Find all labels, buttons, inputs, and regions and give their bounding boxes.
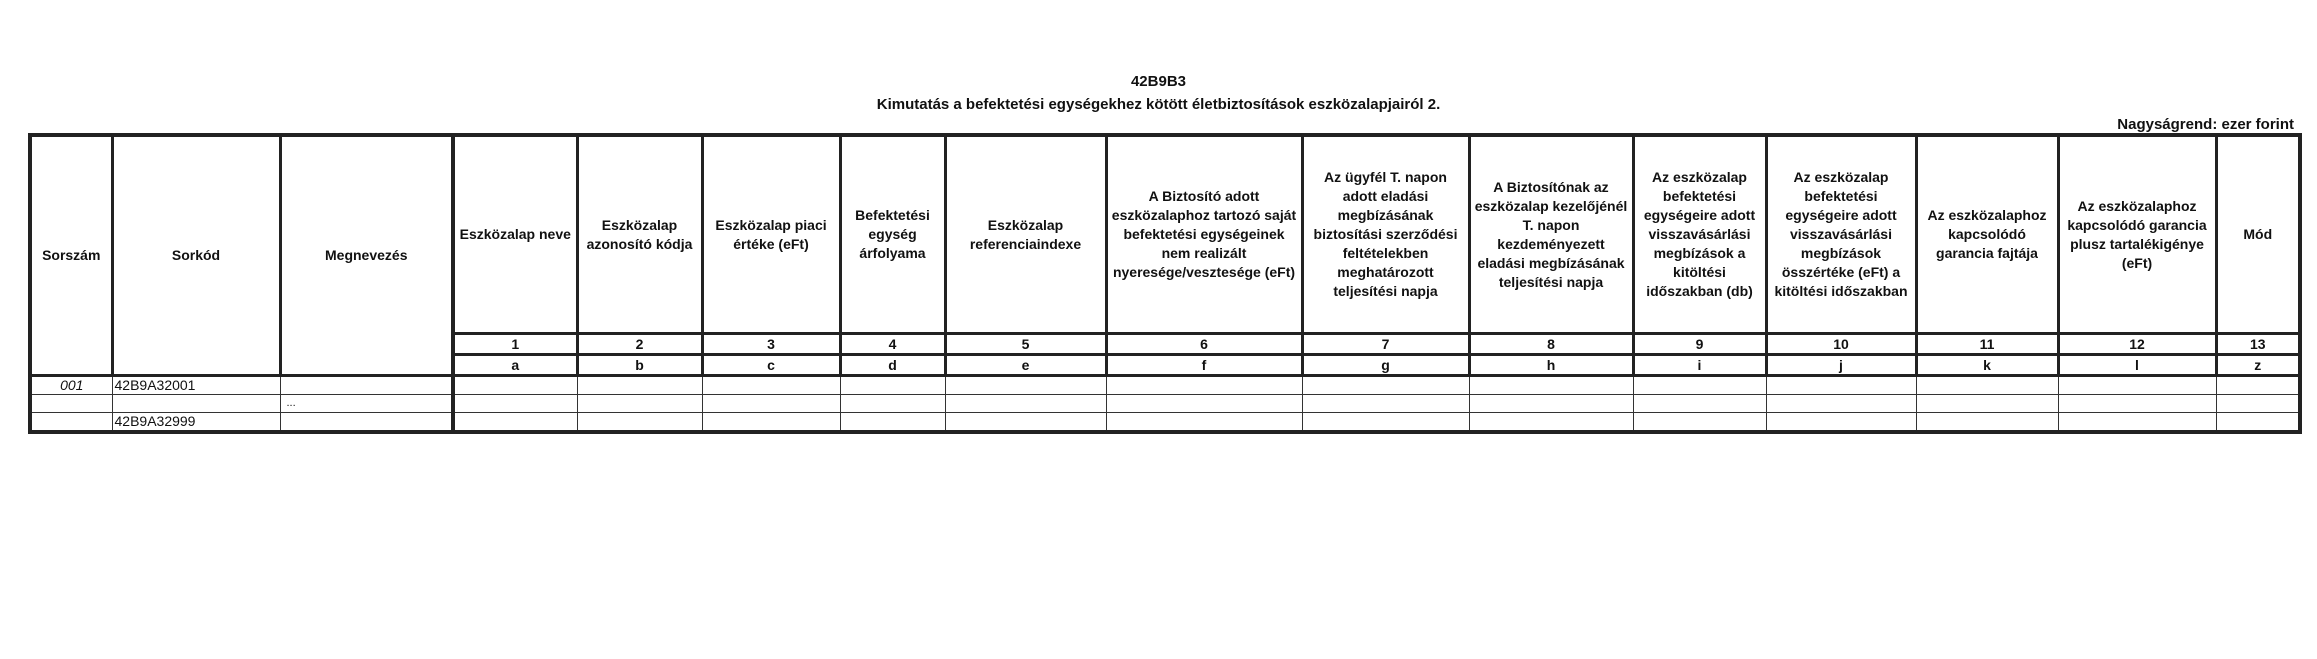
header-col-10: Az eszközalap befektetési egységeire adott visszavásárlási megbízások összértéke (eFt) a kitöltési időszakban (1766, 135, 1916, 334)
header-col-12: Az eszközalaphoz kapcsolódó garancia plusz tartalékigénye (eFt) (2058, 135, 2216, 334)
col-number: 11 (1916, 334, 2058, 355)
header-row (30, 135, 2300, 334)
row-sorkod: 42B9A32999 (112, 413, 280, 433)
header-sorkod: Sorkód (112, 135, 280, 376)
col-number: 2 (577, 334, 702, 355)
data-cell[interactable] (1916, 376, 2058, 395)
col-number: 10 (1766, 334, 1916, 355)
data-cell[interactable] (1106, 395, 1302, 413)
col-letter: b (577, 355, 702, 376)
data-cell[interactable] (1302, 376, 1469, 395)
header-col-11: Az eszközalaphoz kapcsolódó garancia fajtája (1916, 135, 2058, 334)
col-number: 12 (2058, 334, 2216, 355)
data-cell[interactable] (453, 376, 577, 395)
data-cell[interactable] (2058, 395, 2216, 413)
report-table (28, 133, 2302, 434)
data-cell[interactable] (702, 413, 840, 433)
data-cell[interactable] (2058, 376, 2216, 395)
data-cell[interactable] (577, 395, 702, 413)
data-cell[interactable] (1916, 395, 2058, 413)
header-col-9: Az eszközalap befektetési egységeire adott visszavásárlási megbízások a kitöltési időszakban (db) (1633, 135, 1766, 334)
col-letter: f (1106, 355, 1302, 376)
data-cell[interactable] (1633, 413, 1766, 433)
data-cell[interactable] (1766, 376, 1916, 395)
data-cell[interactable] (453, 395, 577, 413)
data-cell[interactable] (1766, 395, 1916, 413)
report-code: 42B9B3 (1130, 73, 1187, 90)
data-cell[interactable] (840, 376, 945, 395)
col-number: 8 (1469, 334, 1633, 355)
col-letter: h (1469, 355, 1633, 376)
row-sorkod: 42B9A32001 (112, 376, 280, 395)
data-cell[interactable] (577, 376, 702, 395)
header-col-8: A Biztosítónak az eszközalap kezelőjénél T. napon kezdeményezett eladási megbízásának teljesítési napja (1469, 135, 1633, 334)
col-letter: j (1766, 355, 1916, 376)
table-row (30, 413, 2300, 433)
data-cell[interactable] (1633, 376, 1766, 395)
data-cell[interactable] (1302, 395, 1469, 413)
col-letter: l (2058, 355, 2216, 376)
data-cell[interactable] (702, 376, 840, 395)
col-letter: k (1916, 355, 2058, 376)
row-megnevezes: ... (280, 395, 453, 413)
col-letter: g (1302, 355, 1469, 376)
data-cell[interactable] (1106, 376, 1302, 395)
row-megnevezes (280, 413, 453, 433)
data-cell[interactable] (577, 413, 702, 433)
data-cell[interactable] (945, 395, 1106, 413)
header-col-7: Az ügyfél T. napon adott eladási megbízásának biztosítási szerződési feltételekben meghatározott teljesítési napja (1302, 135, 1469, 334)
header-megnevezes: Megnevezés (280, 135, 453, 376)
data-cell[interactable] (453, 413, 577, 433)
col-number: 9 (1633, 334, 1766, 355)
header-col-4: Befektetési egység árfolyama (840, 135, 945, 334)
data-cell[interactable] (2216, 395, 2300, 413)
data-cell[interactable] (2216, 376, 2300, 395)
col-number: 6 (1106, 334, 1302, 355)
col-letter: d (840, 355, 945, 376)
report-title: Kimutatás a befektetési egységekhez kötött életbiztosítások eszközalapjairól 2. (876, 96, 1441, 113)
col-letter: e (945, 355, 1106, 376)
col-letter: c (702, 355, 840, 376)
col-number: 5 (945, 334, 1106, 355)
row-sorszam (30, 413, 112, 433)
data-cell[interactable] (840, 395, 945, 413)
row-sorkod (112, 395, 280, 413)
data-cell[interactable] (702, 395, 840, 413)
col-number: 1 (453, 334, 577, 355)
col-number: 3 (702, 334, 840, 355)
data-cell[interactable] (1469, 376, 1633, 395)
data-cell[interactable] (1469, 395, 1633, 413)
col-letter: a (453, 355, 577, 376)
data-cell[interactable] (1766, 413, 1916, 433)
col-letter: i (1633, 355, 1766, 376)
table-row (30, 395, 2300, 413)
data-cell[interactable] (1916, 413, 2058, 433)
col-number: 7 (1302, 334, 1469, 355)
data-cell[interactable] (945, 376, 1106, 395)
data-cell[interactable] (1302, 413, 1469, 433)
row-sorszam: 001 (30, 376, 112, 395)
col-number: 13 (2216, 334, 2300, 355)
data-cell[interactable] (1469, 413, 1633, 433)
data-cell[interactable] (945, 413, 1106, 433)
header-sorszam: Sorszám (30, 135, 112, 376)
data-cell[interactable] (1633, 395, 1766, 413)
data-cell[interactable] (2216, 413, 2300, 433)
unit-label: Nagyságrend: ezer forint (2117, 116, 2294, 133)
header-col-2: Eszközalap azonosító kódja (577, 135, 702, 334)
header-col-3: Eszközalap piaci értéke (eFt) (702, 135, 840, 334)
header-col-1: Eszközalap neve (453, 135, 577, 334)
data-cell[interactable] (840, 413, 945, 433)
header-col-6: A Biztosító adott eszközalaphoz tartozó saját befektetési egységeinek nem realizált nyeresége/vesztesége (eFt) (1106, 135, 1302, 334)
data-cell[interactable] (1106, 413, 1302, 433)
header-col-13: Mód (2216, 135, 2300, 334)
header-col-5: Eszközalap referenciaindexe (945, 135, 1106, 334)
row-sorszam (30, 395, 112, 413)
col-letter: z (2216, 355, 2300, 376)
col-number: 4 (840, 334, 945, 355)
data-cell[interactable] (2058, 413, 2216, 433)
table-row (30, 376, 2300, 395)
row-megnevezes (280, 376, 453, 395)
